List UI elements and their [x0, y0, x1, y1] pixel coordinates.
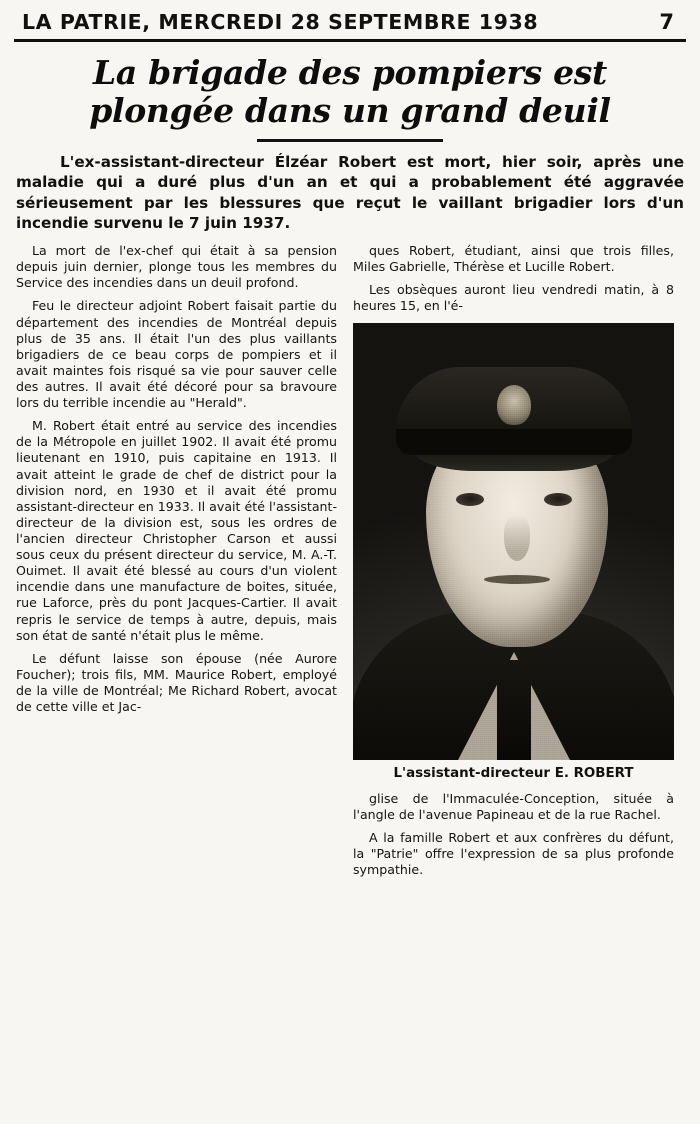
article-deck [16, 152, 684, 233]
deck-text: L'ex-assistant-directeur Élzéar Robert est mort, hier soir, après une maladie qui a duré plus d'un an et qui a probablement été aggravée sérieusement par les blessures que reçut le vaillant brigadier lors d'un incendie survenu le 7 juin 1937. [16, 153, 684, 232]
article-columns [0, 243, 700, 885]
page-title [16, 54, 684, 129]
paragraph: Le défunt laisse son épouse (née Aurore Foucher); trois fils, MM. Maurice Robert, employé de la ville de Montréal; Me Richard Robert, avocat de cette ville et Jac- [16, 650, 337, 715]
portrait-photo [353, 323, 674, 760]
photo-background [353, 323, 674, 760]
necktie [497, 660, 531, 760]
officer-cap [396, 367, 632, 453]
headline-line-1: La brigade des pompiers est [92, 53, 607, 92]
masthead-title: LA PATRIE, MERCREDI 28 SEPTEMBRE 1938 [22, 10, 539, 34]
column-right [353, 243, 674, 885]
masthead-rule [14, 39, 686, 42]
page-number: 7 [659, 10, 674, 34]
column-left [16, 243, 337, 885]
nose [504, 515, 530, 561]
eye-left [456, 493, 484, 506]
paragraph: La mort de l'ex-chef qui était à sa pension depuis juin dernier, plonge tous les membres du Service des incendies dans un deuil profond. [16, 243, 337, 291]
paragraph: ques Robert, étudiant, ainsi que trois filles, Miles Gabrielle, Thérèse et Lucille Robert. [353, 243, 674, 275]
masthead [0, 0, 700, 36]
paragraph: A la famille Robert et aux confrères du défunt, la "Patrie" offre l'expression de sa plus profonde sympathie. [353, 829, 674, 877]
headline-line-2: plongée dans un grand deuil [89, 90, 611, 130]
cap-band [396, 429, 632, 453]
eye-right [544, 493, 572, 506]
paragraph: M. Robert était entré au service des incendies de la Métropole en juillet 1902. Il avait été promu lieutenant en 1910, puis capitaine en 1913. Il avait atteint le grade de chef de district pour la division nord, en 1930 et il avait été promu assistant-directeur en 1933. Il avait été l'assistant-directeur de la division est, sous les ordres de l'ancien directeur Christopher Carson et aussi sous ceux du présent directeur du service, M. A.-T. Ouimet. Il avait été blessé au cours d'un violent incendie dans une manufacture de boites, située, rue Laforce, près du pont Jacques-Cartier. Il avait repris le service de temps à autre, depuis, mais son état de santé n'était plus le même. [16, 418, 337, 643]
paragraph: Feu le directeur adjoint Robert faisait partie du département des incendies de Montréal depuis plus de 35 ans. Il était l'un des plus vaillants brigadiers de ce beau corps de pompiers et il avait maintes fois risqué sa vie pour sauver celle des autres. Il avait été décoré pour sa bravoure lors du terrible incendie au "Herald". [16, 298, 337, 411]
paragraph: Les obsèques auront lieu vendredi matin, à 8 heures 15, en l'é- [353, 282, 674, 314]
headline-divider [257, 139, 443, 142]
mouth [484, 575, 550, 584]
cap-badge-icon [497, 385, 531, 425]
paragraph: glise de l'Immaculée-Conception, située à l'angle de l'avenue Papineau et de la rue Rachel. [353, 790, 674, 822]
photo-caption: L'assistant-directeur E. ROBERT [393, 765, 634, 781]
